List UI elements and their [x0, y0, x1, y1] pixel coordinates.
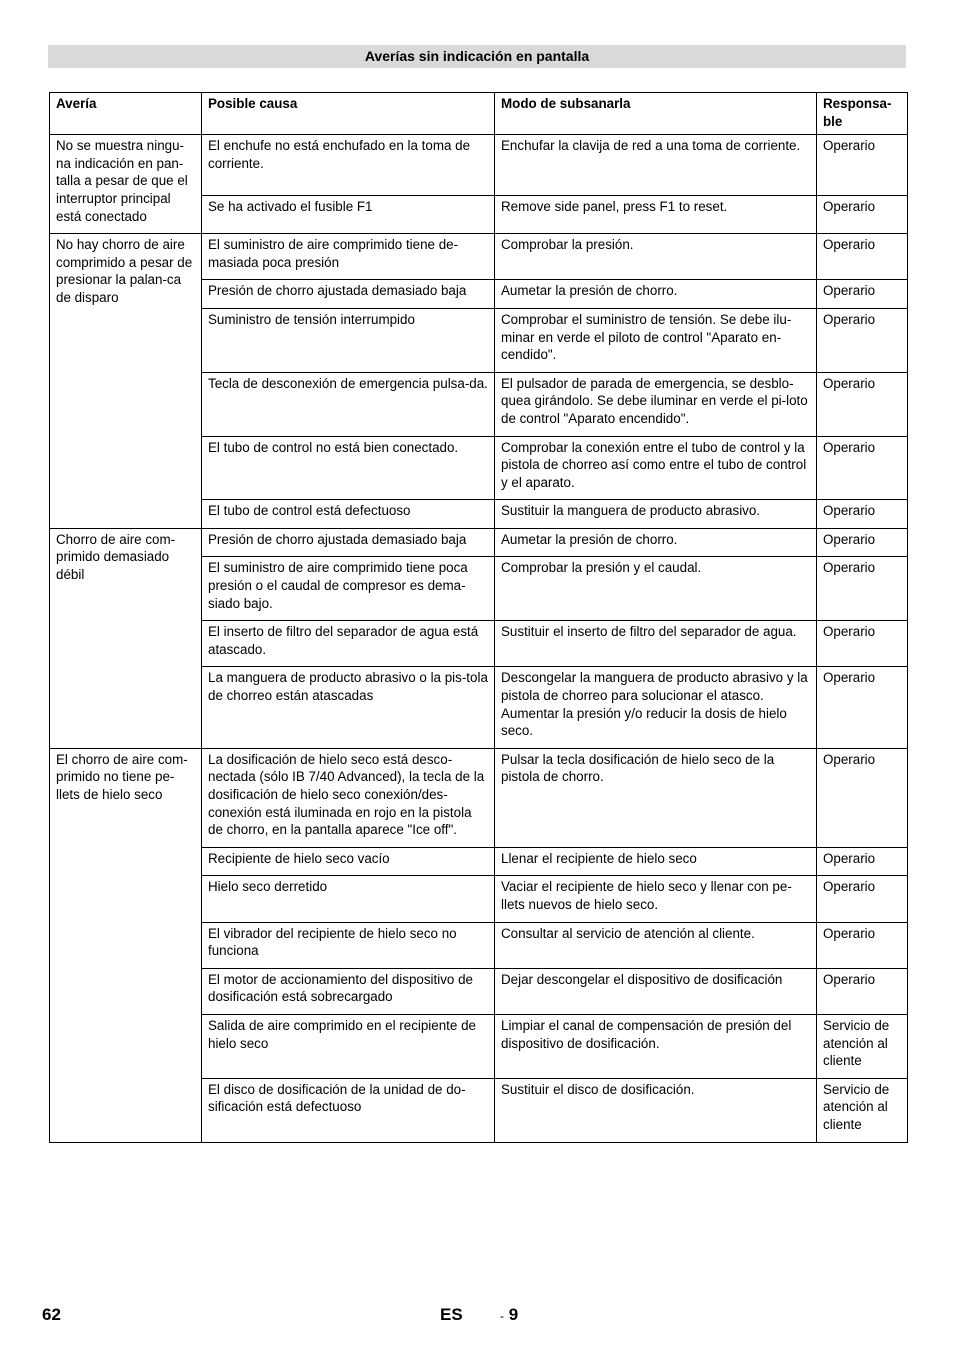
cause-cell: Salida de aire comprimido en el recipiente de hielo seco — [202, 1014, 495, 1078]
fault-cell: Chorro de aire com-primido demasiado débil — [50, 528, 202, 748]
responsible-cell: Operario — [817, 968, 908, 1014]
section-title: Averías sin indicación en pantalla — [48, 45, 906, 68]
cause-cell: El tubo de control no está bien conectado. — [202, 436, 495, 500]
responsible-cell: Operario — [817, 621, 908, 667]
cause-cell: Se ha activado el fusible F1 — [202, 196, 495, 234]
responsible-cell: Operario — [817, 528, 908, 557]
cause-cell: El vibrador del recipiente de hielo seco no funciona — [202, 922, 495, 968]
remedy-cell: Sustituir el disco de dosificación. — [495, 1078, 817, 1142]
fault-cell: El chorro de aire com-primido no tiene pe-llets de hielo seco — [50, 748, 202, 1142]
responsible-cell: Servicio de atención al cliente — [817, 1078, 908, 1142]
responsible-cell: Operario — [817, 847, 908, 876]
remedy-cell: Descongelar la manguera de producto abrasivo y la pistola de chorreo para solucionar el atasco. Aumentar la presión y/o reducir la dosis de hielo seco. — [495, 667, 817, 748]
remedy-cell: Llenar el recipiente de hielo seco — [495, 847, 817, 876]
responsible-cell: Servicio de atención al cliente — [817, 1014, 908, 1078]
responsible-cell: Operario — [817, 922, 908, 968]
responsible-cell: Operario — [817, 436, 908, 500]
cause-cell: El suministro de aire comprimido tiene de-masiada poca presión — [202, 234, 495, 280]
responsible-cell: Operario — [817, 876, 908, 922]
responsible-cell: Operario — [817, 667, 908, 748]
table-header-row — [50, 93, 908, 135]
column-header-fault: Avería — [50, 93, 202, 135]
remedy-cell: Comprobar la presión y el caudal. — [495, 557, 817, 621]
responsible-cell: Operario — [817, 135, 908, 196]
cause-cell: El tubo de control está defectuoso — [202, 500, 495, 529]
cause-cell: El motor de accionamiento del dispositivo de dosificación está sobrecargado — [202, 968, 495, 1014]
remedy-cell: Enchufar la clavija de red a una toma de corriente. — [495, 135, 817, 196]
fault-cell: No hay chorro de aire comprimido a pesar de presionar la palan-ca de disparo — [50, 234, 202, 529]
remedy-cell: Pulsar la tecla dosificación de hielo seco de la pistola de chorro. — [495, 748, 817, 847]
remedy-cell: Remove side panel, press F1 to reset. — [495, 196, 817, 234]
column-header-cause: Posible causa — [202, 93, 495, 135]
remedy-cell: El pulsador de parada de emergencia, se desblo-quea girándolo. Se debe iluminar en verde el pi-loto de control "Aparato encendido". — [495, 372, 817, 436]
section-page — [500, 1305, 518, 1325]
table-body — [50, 135, 908, 1142]
page-number: 62 — [42, 1305, 61, 1324]
remedy-cell: Comprobar la conexión entre el tubo de control y la pistola de chorreo así como entre el tubo de control y el aparato. — [495, 436, 817, 500]
table-row — [50, 234, 908, 280]
responsible-cell: Operario — [817, 234, 908, 280]
remedy-cell: Consultar al servicio de atención al cliente. — [495, 922, 817, 968]
cause-cell: El suministro de aire comprimido tiene poca presión o el caudal de compresor es dema-siado bajo. — [202, 557, 495, 621]
column-header-remedy: Modo de subsanarla — [495, 93, 817, 135]
responsible-cell: Operario — [817, 372, 908, 436]
table-row — [50, 528, 908, 557]
column-header-responsible: Responsa-ble — [817, 93, 908, 135]
remedy-cell: Sustituir el inserto de filtro del separador de agua. — [495, 621, 817, 667]
table-row — [50, 135, 908, 196]
remedy-cell: Dejar descongelar el dispositivo de dosificación — [495, 968, 817, 1014]
table-row — [50, 748, 908, 847]
cause-cell: Suministro de tensión interrumpido — [202, 308, 495, 372]
cause-cell: El inserto de filtro del separador de agua está atascado. — [202, 621, 495, 667]
responsible-cell: Operario — [817, 196, 908, 234]
cause-cell: La dosificación de hielo seco está desco-nectada (sólo IB 7/40 Advanced), la tecla de la dosificación de hielo seco conexión/des-conexión está iluminada en rojo en la pistola de chorro, en la pantalla aparece "Ice off". — [202, 748, 495, 847]
cause-cell: Presión de chorro ajustada demasiado baja — [202, 528, 495, 557]
language-code: ES — [440, 1305, 463, 1324]
fault-cell: No se muestra ningu-na indicación en pan-talla a pesar de que el interruptor principal está conectado — [50, 135, 202, 234]
cause-cell: El enchufe no está enchufado en la toma de corriente. — [202, 135, 495, 196]
responsible-cell: Operario — [817, 557, 908, 621]
cause-cell: Recipiente de hielo seco vacío — [202, 847, 495, 876]
page-separator: - — [500, 1309, 504, 1323]
cause-cell: Tecla de desconexión de emergencia pulsa-da. — [202, 372, 495, 436]
remedy-cell: Vaciar el recipiente de hielo seco y llenar con pe-llets nuevos de hielo seco. — [495, 876, 817, 922]
cause-cell: El disco de dosificación de la unidad de do-sificación está defectuoso — [202, 1078, 495, 1142]
fault-table — [49, 92, 908, 1143]
remedy-cell: Comprobar la presión. — [495, 234, 817, 280]
cause-cell: La manguera de producto abrasivo o la pis-tola de chorreo están atascadas — [202, 667, 495, 748]
cause-cell: Presión de chorro ajustada demasiado baja — [202, 280, 495, 309]
section-page-number: 9 — [508, 1305, 519, 1324]
responsible-cell: Operario — [817, 308, 908, 372]
remedy-cell: Limpiar el canal de compensación de presión del dispositivo de dosificación. — [495, 1014, 817, 1078]
responsible-cell: Operario — [817, 280, 908, 309]
cause-cell: Hielo seco derretido — [202, 876, 495, 922]
responsible-cell: Operario — [817, 500, 908, 529]
remedy-cell: Comprobar el suministro de tensión. Se debe ilu-minar en verde el piloto de control "Aparato en-cendido". — [495, 308, 817, 372]
remedy-cell: Aumetar la presión de chorro. — [495, 280, 817, 309]
responsible-cell: Operario — [817, 748, 908, 847]
remedy-cell: Sustituir la manguera de producto abrasivo. — [495, 500, 817, 529]
remedy-cell: Aumetar la presión de chorro. — [495, 528, 817, 557]
